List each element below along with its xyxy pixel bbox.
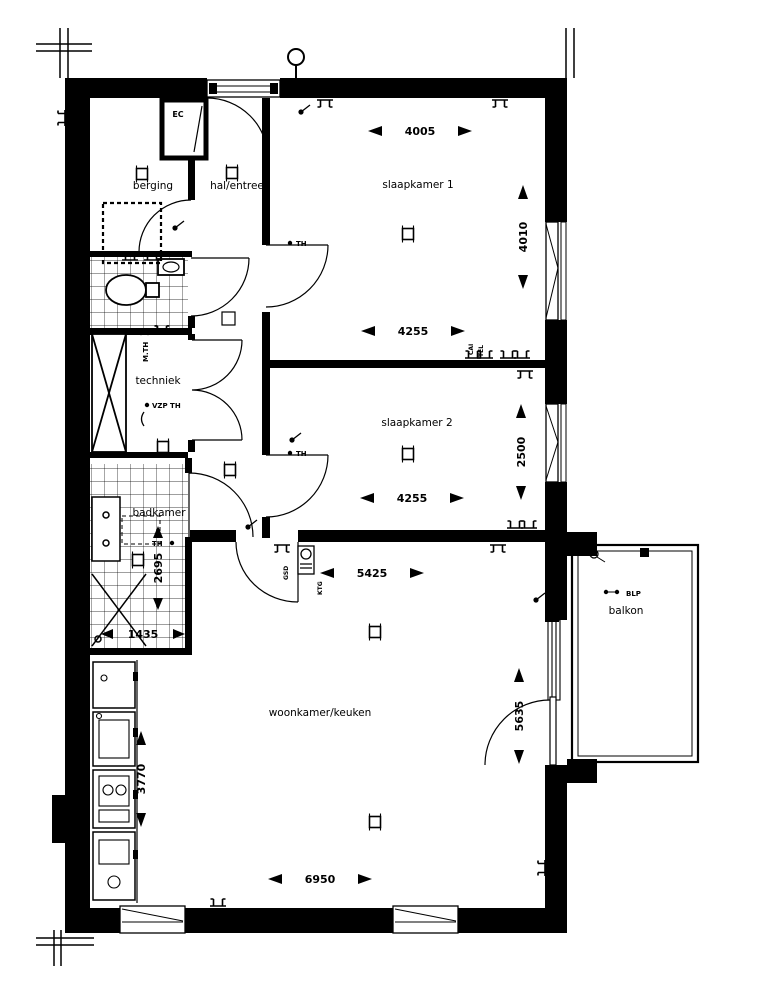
elevator-shaft — [92, 334, 126, 452]
light-icon — [370, 814, 381, 831]
svg-text:4005: 4005 — [404, 125, 436, 138]
annotation-cai: CAI — [468, 343, 475, 355]
vanity-icon — [92, 497, 120, 561]
kitchen-cabinet — [93, 662, 135, 708]
light-icon — [133, 552, 144, 569]
kitchen-sink-icon — [93, 712, 135, 766]
svg-text:4255: 4255 — [396, 492, 428, 505]
svg-text:5635: 5635 — [513, 700, 526, 732]
svg-text:2500: 2500 — [515, 436, 528, 468]
cooktop-icon — [93, 770, 135, 828]
room-label-woonkamer: woonkamer/keuken — [268, 707, 372, 719]
annotation-ktg: KTG — [317, 581, 324, 595]
svg-text:5425: 5425 — [356, 567, 388, 580]
annotation-ec: EC — [172, 110, 184, 119]
room-label-hal-entree: hal/entree — [210, 180, 264, 192]
light-icon — [403, 226, 414, 243]
annotation-gsd: GSD — [283, 565, 290, 580]
svg-text:4010: 4010 — [517, 221, 530, 253]
annotation-th-badkamer: TH — [152, 540, 163, 548]
light-icon — [370, 624, 381, 641]
room-label-badkamer: badkamer — [132, 507, 186, 519]
light-icon — [158, 439, 169, 456]
room-label-berging: berging — [132, 180, 174, 192]
annotation-th-slk1: TH — [296, 240, 307, 248]
svg-text:1435: 1435 — [127, 628, 159, 641]
ktg-device — [298, 546, 314, 574]
annotation-vzp-th: VZP TH — [152, 402, 181, 410]
room-label-techniek: techniek — [135, 375, 181, 387]
room-label-balkon: balkon — [608, 605, 644, 617]
svg-text:4255: 4255 — [397, 325, 429, 338]
exterior-pilaster — [52, 795, 65, 843]
oven-icon — [93, 832, 135, 900]
room-label-slaapkamer1: slaapkamer 1 — [382, 179, 454, 191]
annotation-blp: BLP — [626, 590, 641, 598]
light-icon — [403, 446, 414, 463]
svg-text:3770: 3770 — [135, 763, 148, 795]
room-label-slaapkamer2: slaapkamer 2 — [381, 417, 453, 429]
light-icon — [227, 165, 238, 182]
kitchen-counter — [93, 660, 138, 903]
annotation-th-slk2: TH — [296, 450, 307, 458]
svg-text:2695: 2695 — [152, 552, 165, 584]
fontein-sink-icon — [158, 259, 184, 275]
annotation-mth: M.TH — [142, 341, 150, 362]
svg-text:6950: 6950 — [304, 873, 336, 886]
annotation-tel: TEL — [478, 344, 485, 357]
light-icon — [225, 462, 236, 479]
